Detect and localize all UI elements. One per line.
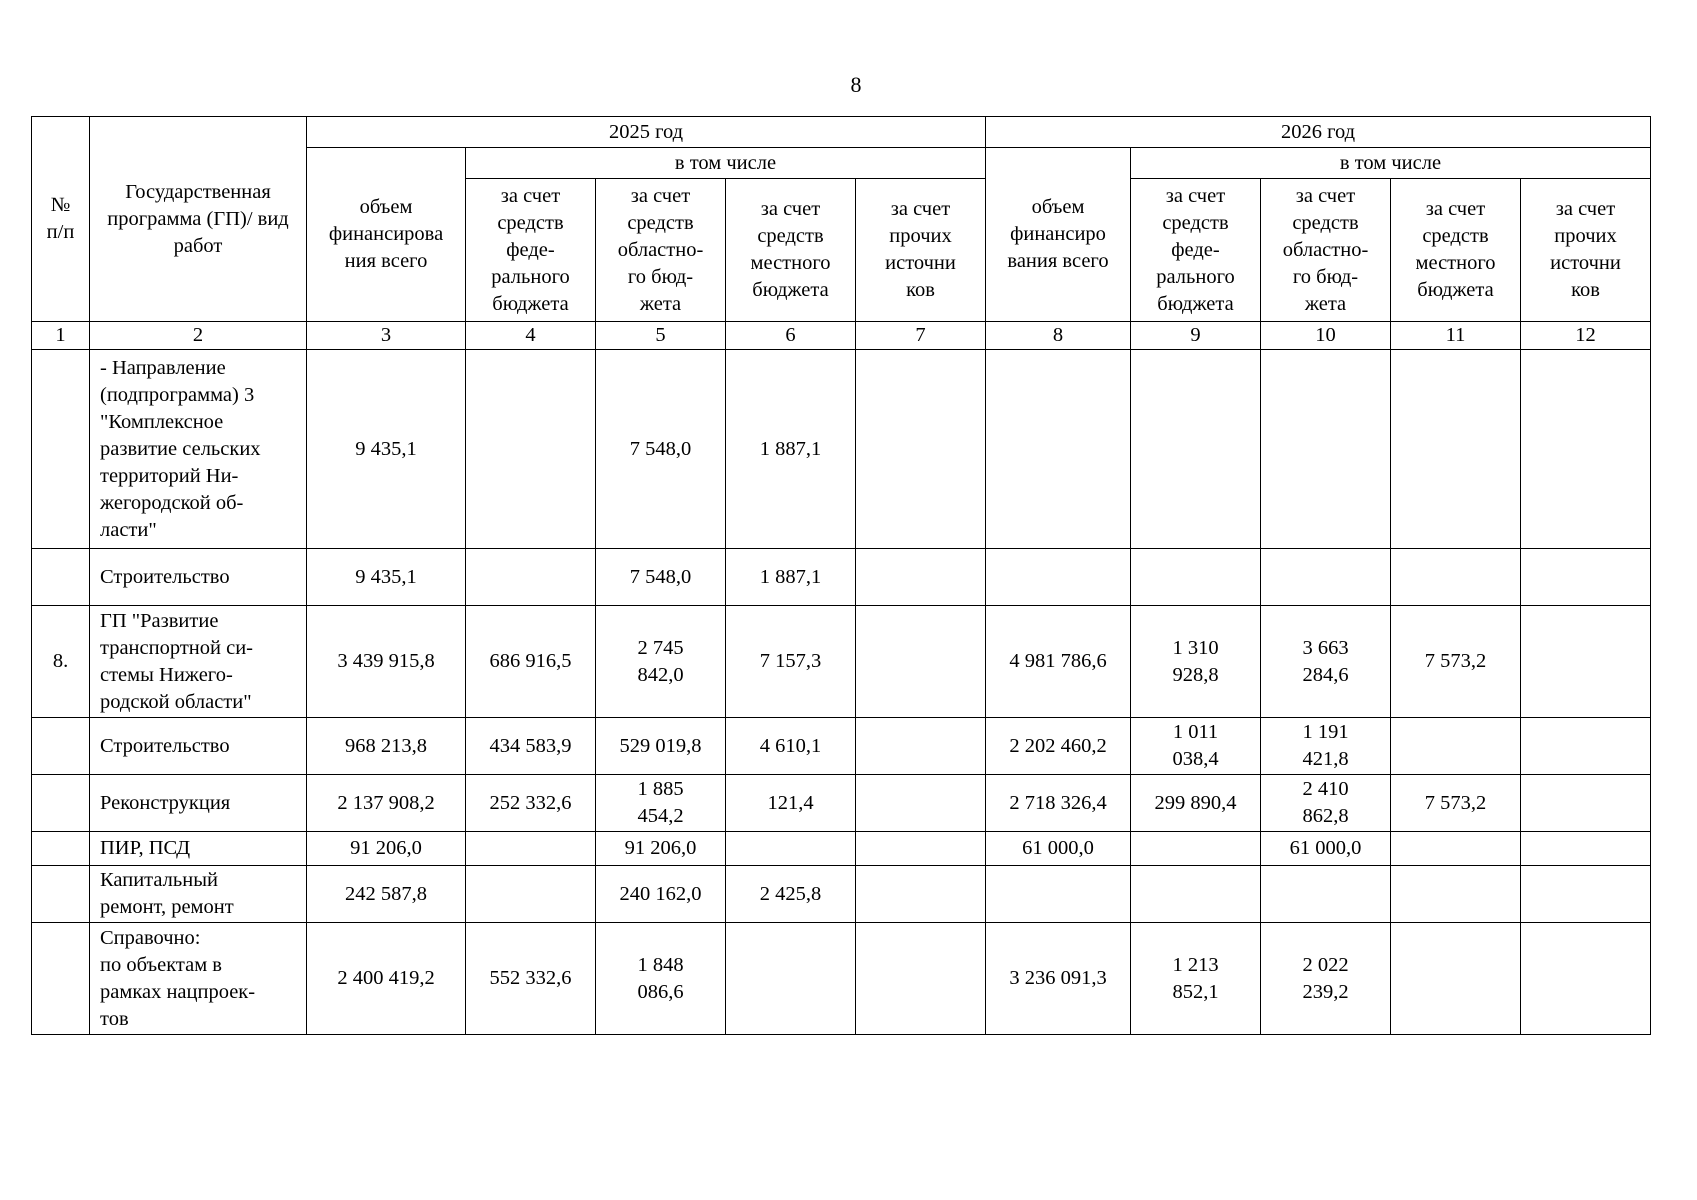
value-cell: [1521, 606, 1651, 718]
value-cell: [1131, 832, 1261, 866]
value-cell: [1261, 350, 1391, 549]
value-cell: 552 332,6: [466, 923, 596, 1035]
table-row: [32, 606, 1651, 718]
value-cell: [466, 549, 596, 606]
table-row: [32, 923, 1651, 1035]
value-cell: 9 435,1: [307, 549, 466, 606]
table-row: [32, 718, 1651, 775]
value-cell: 3 663 284,6: [1261, 606, 1391, 718]
value-cell: [1131, 549, 1261, 606]
value-cell: [856, 775, 986, 832]
value-cell: [466, 350, 596, 549]
header-including-2025: в том числе: [466, 148, 986, 179]
value-cell: 1 310 928,8: [1131, 606, 1261, 718]
value-cell: [986, 350, 1131, 549]
column-number: 7: [856, 322, 986, 350]
program-name-cell: Строительство: [90, 718, 307, 775]
row-number-cell: 8.: [32, 606, 90, 718]
value-cell: 2 425,8: [726, 866, 856, 923]
value-cell: 2 718 326,4: [986, 775, 1131, 832]
value-cell: [1261, 866, 1391, 923]
header-total-2025: объем финансирова ния всего: [307, 148, 466, 322]
column-number: 8: [986, 322, 1131, 350]
column-number: 5: [596, 322, 726, 350]
header-other-2025: за счет прочих источни ков: [856, 179, 986, 322]
value-cell: [1521, 549, 1651, 606]
column-number: 4: [466, 322, 596, 350]
value-cell: 7 573,2: [1391, 606, 1521, 718]
program-name-cell: Реконструкция: [90, 775, 307, 832]
column-number: 12: [1521, 322, 1651, 350]
value-cell: 4 610,1: [726, 718, 856, 775]
value-cell: [466, 866, 596, 923]
header-program: Государственная программа (ГП)/ вид работ: [90, 117, 307, 322]
value-cell: [986, 866, 1131, 923]
value-cell: [1391, 350, 1521, 549]
program-name-cell: - Направление (подпрограмма) 3 "Комплексное развитие сельских территорий Ни- жегородской об- ласти": [90, 350, 307, 549]
financing-table: [31, 116, 1651, 1035]
value-cell: [1521, 866, 1651, 923]
header-including-2026: в том числе: [1131, 148, 1651, 179]
table-row: [32, 866, 1651, 923]
value-cell: 242 587,8: [307, 866, 466, 923]
value-cell: 7 548,0: [596, 549, 726, 606]
value-cell: [856, 923, 986, 1035]
column-numbers-row: [32, 322, 1651, 350]
row-number-cell: [32, 832, 90, 866]
value-cell: [726, 832, 856, 866]
value-cell: [856, 606, 986, 718]
value-cell: 434 583,9: [466, 718, 596, 775]
row-number-cell: [32, 718, 90, 775]
value-cell: 3 236 091,3: [986, 923, 1131, 1035]
header-other-2026: за счет прочих источни ков: [1521, 179, 1651, 322]
value-cell: [1521, 923, 1651, 1035]
value-cell: 9 435,1: [307, 350, 466, 549]
row-number-cell: [32, 866, 90, 923]
program-name-cell: Справочно: по объектам в рамках нацпроек- тов: [90, 923, 307, 1035]
row-number-cell: [32, 923, 90, 1035]
value-cell: [1391, 718, 1521, 775]
column-number: 2: [90, 322, 307, 350]
value-cell: [1521, 775, 1651, 832]
value-cell: 2 745 842,0: [596, 606, 726, 718]
column-number: 3: [307, 322, 466, 350]
value-cell: 529 019,8: [596, 718, 726, 775]
row-number-cell: [32, 549, 90, 606]
value-cell: 4 981 786,6: [986, 606, 1131, 718]
column-number: 10: [1261, 322, 1391, 350]
value-cell: [1391, 832, 1521, 866]
value-cell: [466, 832, 596, 866]
value-cell: 299 890,4: [1131, 775, 1261, 832]
value-cell: 91 206,0: [307, 832, 466, 866]
value-cell: [856, 350, 986, 549]
value-cell: 7 573,2: [1391, 775, 1521, 832]
column-number: 11: [1391, 322, 1521, 350]
value-cell: 1 887,1: [726, 549, 856, 606]
program-name-cell: Строительство: [90, 549, 307, 606]
value-cell: 1 848 086,6: [596, 923, 726, 1035]
value-cell: [1261, 549, 1391, 606]
header-federal-2026: за счет средств феде- рального бюджета: [1131, 179, 1261, 322]
value-cell: [1521, 718, 1651, 775]
value-cell: [856, 832, 986, 866]
value-cell: [1131, 350, 1261, 549]
row-number-cell: [32, 350, 90, 549]
value-cell: 3 439 915,8: [307, 606, 466, 718]
header-regional-2026: за счет средств областно- го бюд- жета: [1261, 179, 1391, 322]
value-cell: 1 191 421,8: [1261, 718, 1391, 775]
value-cell: 7 548,0: [596, 350, 726, 549]
column-number: 1: [32, 322, 90, 350]
value-cell: 91 206,0: [596, 832, 726, 866]
header-federal-2025: за счет средств феде- рального бюджета: [466, 179, 596, 322]
column-number: 9: [1131, 322, 1261, 350]
value-cell: [1391, 549, 1521, 606]
value-cell: [726, 923, 856, 1035]
header-total-2026: объем финансиро вания всего: [986, 148, 1131, 322]
value-cell: 1 887,1: [726, 350, 856, 549]
header-year-2025: 2025 год: [307, 117, 986, 148]
header-regional-2025: за счет средств областно- го бюд- жета: [596, 179, 726, 322]
value-cell: 252 332,6: [466, 775, 596, 832]
value-cell: [1391, 923, 1521, 1035]
value-cell: [1521, 832, 1651, 866]
value-cell: [1391, 866, 1521, 923]
table-row: [32, 549, 1651, 606]
row-number-cell: [32, 775, 90, 832]
value-cell: 7 157,3: [726, 606, 856, 718]
page-number: 8: [850, 72, 862, 97]
value-cell: 240 162,0: [596, 866, 726, 923]
header-no: № п/п: [32, 117, 90, 322]
program-name-cell: ГП "Развитие транспортной си- стемы Нижего- родской области": [90, 606, 307, 718]
value-cell: [986, 549, 1131, 606]
value-cell: 686 916,5: [466, 606, 596, 718]
header-local-2025: за счет средств местного бюджета: [726, 179, 856, 322]
value-cell: [856, 549, 986, 606]
value-cell: 2 410 862,8: [1261, 775, 1391, 832]
value-cell: [1521, 350, 1651, 549]
program-name-cell: Капитальный ремонт, ремонт: [90, 866, 307, 923]
value-cell: 2 022 239,2: [1261, 923, 1391, 1035]
value-cell: 2 137 908,2: [307, 775, 466, 832]
value-cell: [856, 866, 986, 923]
header-year-2026: 2026 год: [986, 117, 1651, 148]
value-cell: 1 885 454,2: [596, 775, 726, 832]
value-cell: [856, 718, 986, 775]
table-row: [32, 350, 1651, 549]
header-local-2026: за счет средств местного бюджета: [1391, 179, 1521, 322]
table-row: [32, 832, 1651, 866]
column-number: 6: [726, 322, 856, 350]
table-row: [32, 775, 1651, 832]
value-cell: 2 400 419,2: [307, 923, 466, 1035]
value-cell: 1 213 852,1: [1131, 923, 1261, 1035]
value-cell: 121,4: [726, 775, 856, 832]
value-cell: 968 213,8: [307, 718, 466, 775]
value-cell: 1 011 038,4: [1131, 718, 1261, 775]
program-name-cell: ПИР, ПСД: [90, 832, 307, 866]
value-cell: 61 000,0: [1261, 832, 1391, 866]
value-cell: [1131, 866, 1261, 923]
value-cell: 2 202 460,2: [986, 718, 1131, 775]
value-cell: 61 000,0: [986, 832, 1131, 866]
